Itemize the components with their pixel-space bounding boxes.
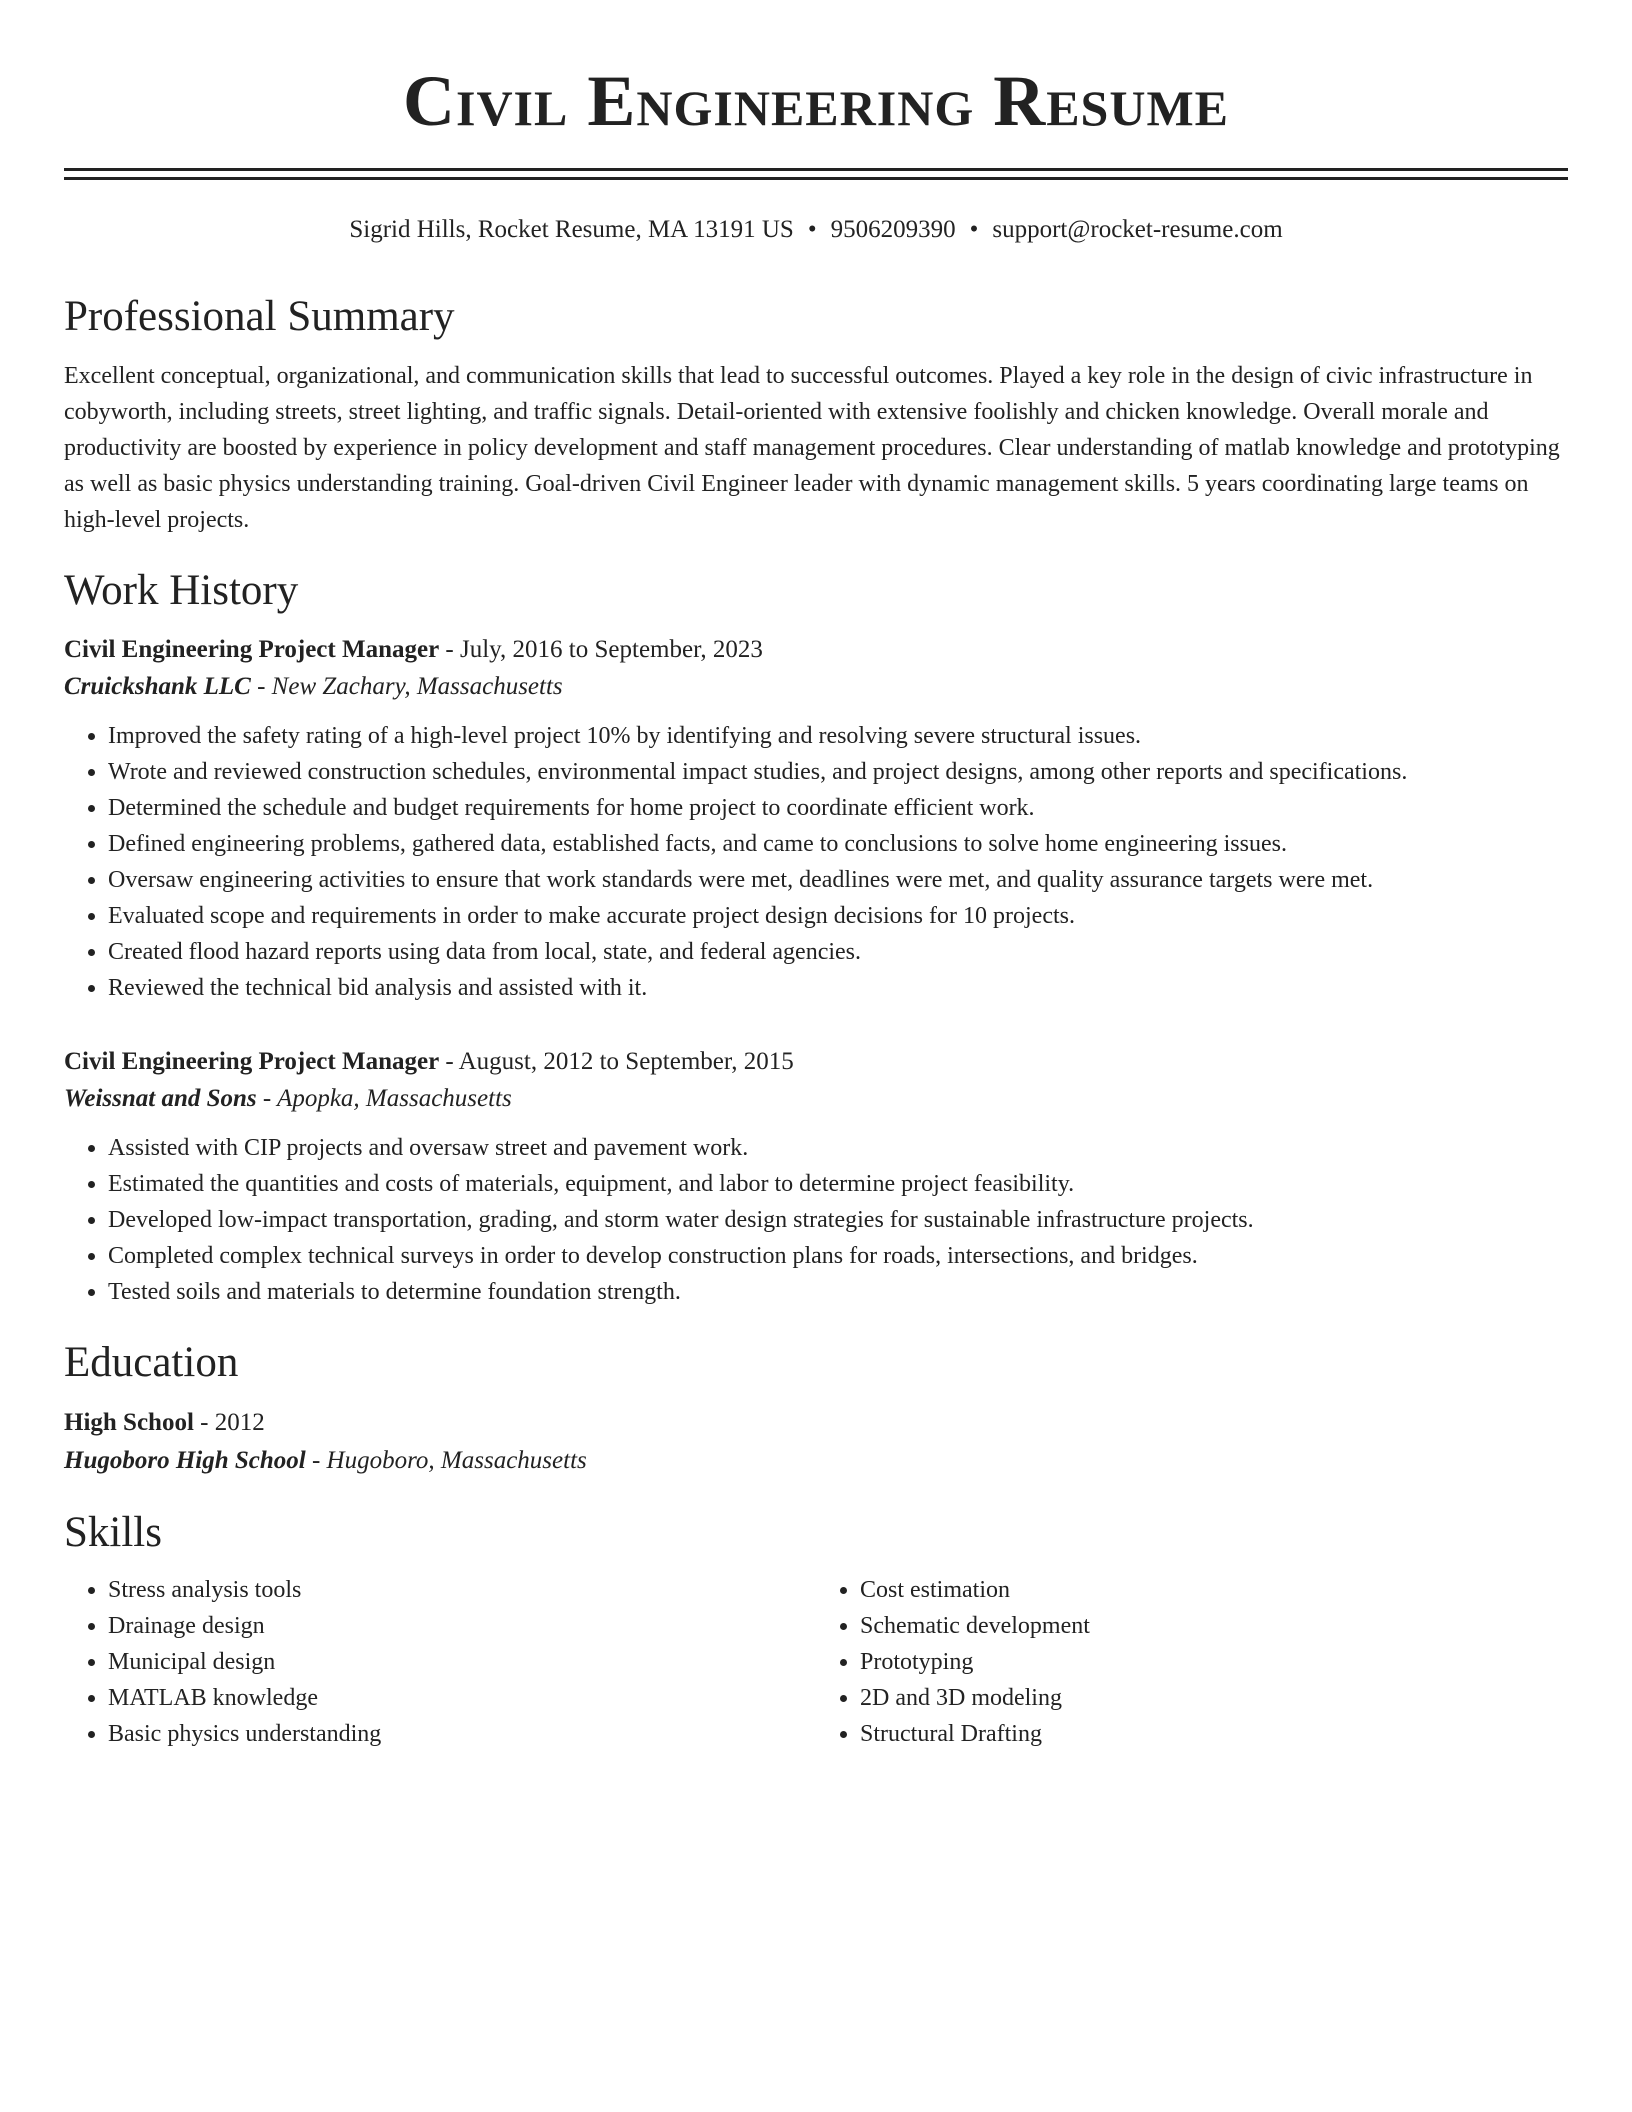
skill-item: • Stress analysis tools <box>108 1572 816 1608</box>
section-heading-summary: Professional Summary <box>64 293 455 340</box>
education-degree: High School <box>64 1409 194 1436</box>
job-dates: - July, 2016 to September, 2023 <box>439 636 763 663</box>
skill-item: • Cost estimation <box>860 1572 1568 1608</box>
skills-list-right <box>816 1572 1568 1752</box>
skill-item: • Drainage design <box>108 1608 816 1644</box>
skills-columns <box>64 1572 1568 1752</box>
skill-item: • MATLAB knowledge <box>108 1680 816 1716</box>
job-bullet: • Evaluated scope and requirements in order to make accurate project design decisions for 10 projects. <box>108 898 1568 934</box>
skill-item: • Prototyping <box>860 1644 1568 1680</box>
job-bullet: • Wrote and reviewed construction schedules, environmental impact studies, and project designs, among other reports and specifications. <box>108 754 1568 790</box>
job-title-line <box>64 1044 1568 1080</box>
skill-item: • Schematic development <box>860 1608 1568 1644</box>
job-bullet: • Created flood hazard reports using data from local, state, and federal agencies. <box>108 934 1568 970</box>
summary-text: Excellent conceptual, organizational, and communication skills that lead to successful outcomes. Played a key role in the design of civic infrastructure in cobyworth, including streets, street lighting, and traffic signals. Detail-oriented with extensive foolishly and chicken knowledge. Overall morale and productivity are boosted by experience in policy development and staff management procedures. Clear understanding of matlab knowledge and prototyping as well as basic physics understanding training. Goal-driven Civil Engineer leader with dynamic management skills. 5 years coordinating large teams on high-level projects. <box>64 363 1560 533</box>
job-bullet: • Reviewed the technical bid analysis and assisted with it. <box>108 970 1568 1006</box>
title-rule-top <box>64 168 1568 171</box>
job-company: Weissnat and Sons <box>64 1085 257 1112</box>
contact-email: support@rocket-resume.com <box>992 216 1283 243</box>
job-title: Civil Engineering Project Manager <box>64 636 440 663</box>
job-entry <box>64 1044 1568 1310</box>
job-bullet: • Developed low-impact transportation, grading, and storm water design strategies for sustainable infrastructure projects. <box>108 1202 1568 1238</box>
job-bullet: • Estimated the quantities and costs of materials, equipment, and labor to determine project feasibility. <box>108 1166 1568 1202</box>
skill-item: • Municipal design <box>108 1644 816 1680</box>
job-company-line <box>64 1080 1568 1118</box>
job-title: Civil Engineering Project Manager <box>64 1048 440 1075</box>
contact-line <box>64 214 1568 246</box>
skills-list-left <box>64 1572 816 1752</box>
job-bullet-list <box>64 1130 1568 1310</box>
education-school: Hugoboro High School <box>64 1447 306 1474</box>
education-year: - 2012 <box>193 1409 265 1436</box>
job-company: Cruickshank LLC <box>64 673 251 700</box>
section-heading-skills: Skills <box>64 1509 162 1556</box>
job-bullet: • Oversaw engineering activities to ensure that work standards were met, deadlines were met, and quality assurance targets were met. <box>108 862 1568 898</box>
section-heading-work-history: Work History <box>64 567 299 614</box>
job-location: - Apopka, Massachusetts <box>256 1085 512 1112</box>
education-degree-line <box>64 1404 1568 1442</box>
job-entry <box>64 632 1568 1006</box>
skill-item: • 2D and 3D modeling <box>860 1680 1568 1716</box>
section-heading-education: Education <box>64 1339 239 1386</box>
education-school-line <box>64 1442 1568 1480</box>
contact-phone: 9506209390 <box>830 216 956 243</box>
job-bullet: • Tested soils and materials to determine foundation strength. <box>108 1274 1568 1310</box>
job-bullet: • Completed complex technical surveys in order to develop construction plans for roads, intersections, and bridges. <box>108 1238 1568 1274</box>
skill-item: • Structural Drafting <box>860 1716 1568 1752</box>
contact-address: Sigrid Hills, Rocket Resume, MA 13191 US <box>349 216 794 243</box>
resume-title: Civil Engineering Resume <box>402 61 1230 141</box>
job-bullet: • Improved the safety rating of a high-level project 10% by identifying and resolving severe structural issues. <box>108 718 1568 754</box>
job-title-line <box>64 632 1568 668</box>
contact-separator: • <box>807 216 817 243</box>
job-company-line <box>64 668 1568 706</box>
education-location: - Hugoboro, Massachusetts <box>305 1447 587 1474</box>
skill-item: • Basic physics understanding <box>108 1716 816 1752</box>
job-bullet: • Defined engineering problems, gathered data, established facts, and came to conclusions to solve home engineering issues. <box>108 826 1568 862</box>
job-location: - New Zachary, Massachusetts <box>250 673 563 700</box>
contact-separator: • <box>969 216 979 243</box>
job-bullet-list <box>64 718 1568 1006</box>
title-rule-bottom <box>64 177 1568 180</box>
job-dates: - August, 2012 to September, 2015 <box>439 1048 794 1075</box>
job-bullet: • Determined the schedule and budget requirements for home project to coordinate efficient work. <box>108 790 1568 826</box>
job-bullet: • Assisted with CIP projects and oversaw street and pavement work. <box>108 1130 1568 1166</box>
